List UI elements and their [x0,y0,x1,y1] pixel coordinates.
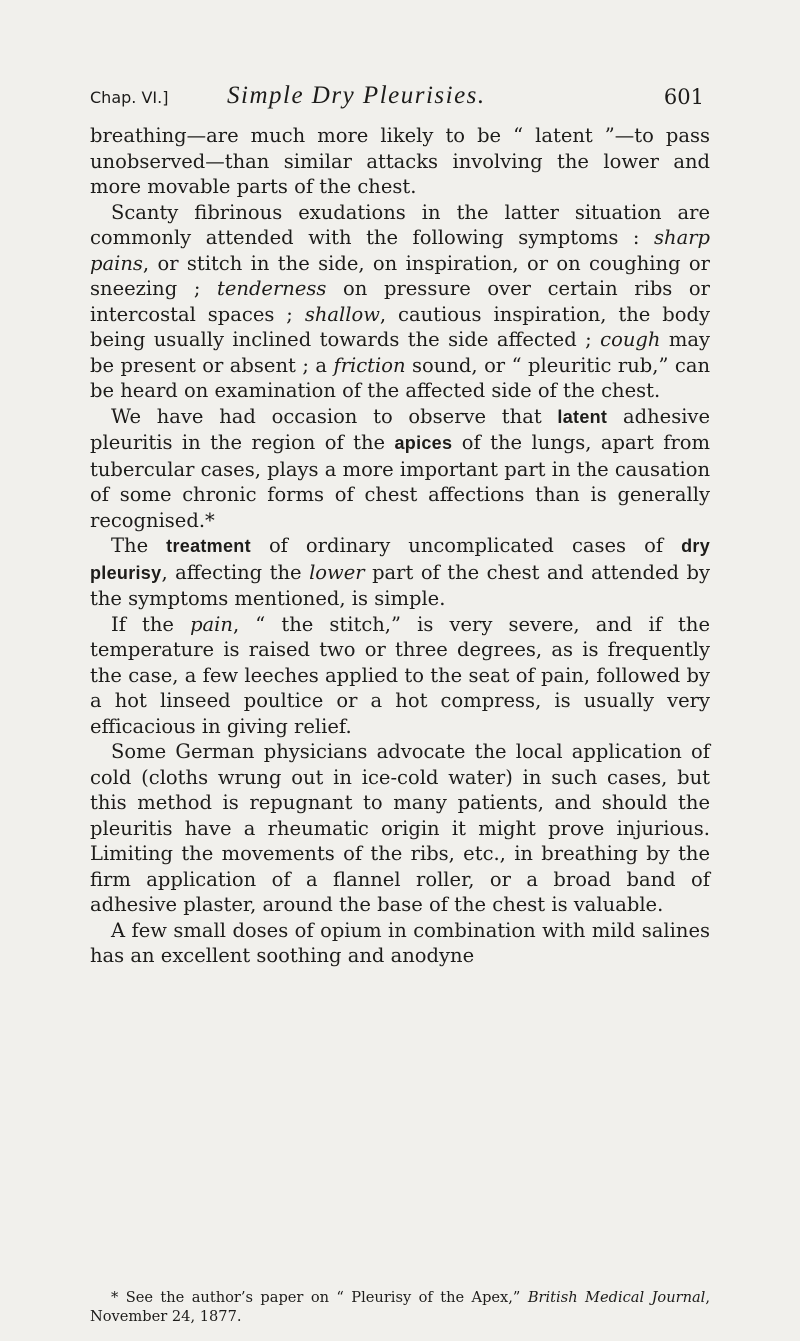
emphasis: cough [600,328,661,351]
bold-term: treatment [166,536,251,556]
emphasis: friction [333,353,406,377]
journal-title: British Medical Journal [527,1289,706,1306]
emphasis: sharp pains [90,226,711,275]
text-run: sound, or “ pleuritic rub,” can be heard on examination of the affected side of the chest. [90,353,711,402]
emphasis: pain [190,612,233,636]
paragraph [90,612,710,740]
text-run: , or stitch in the side, on inspiration, or on coughing or sneezing ; [90,251,710,300]
chapter-label: Chap. VI.] [90,88,169,107]
text-run: , “ the stitch,” is very severe, and if the temperature is raised two or three degrees, as is frequently the case, a few leeches applied to the seat of pain, followed by a hot linseed poultice or a hot compress, is usually very efficacious in giving relief. [90,612,710,738]
paragraph: breathing—are much more likely to be “ latent ”—to pass unobserved—than similar attacks involving the lower and more movable parts of the chest. [90,124,710,198]
bold-term: apices [394,433,453,453]
text-run: , November 24, 1877. [90,1289,710,1325]
paragraph [90,404,710,534]
text-run: The [111,534,149,557]
emphasis: lower [309,560,365,584]
text-run: of the lungs, apart from tubercular cases, plays a more important part in the causation of some chronic forms of chest affections than is generally recognised.* [90,431,710,532]
bold-term: latent [557,406,608,427]
paragraph: Some German physicians advocate the local application of cold (cloths wrung out in ice-cold water) in such cases, but this method is repugnant to many patients, and should the pleuritis have a rheumatic origin it might prove injurious. Limiting the movements of the ribs, etc., in breathing by the firm application of a flannel roller, or a broad band of adhesive plaster, around the base of the chest is valuable. [90,740,710,916]
text-run: , cautious inspiration, the body being usually inclined towards the side affected ; [90,302,710,351]
text-run: of ordinary uncomplicated cases of [268,534,664,557]
paragraph [90,533,710,612]
text-run: adhesive pleuritis in the region of the [90,404,710,454]
text-run: If the [111,612,174,636]
text-run: Scanty fibrinous exudations in the latter situation are commonly attended with the following symptoms : [90,200,710,249]
paragraph: A few small doses of opium in combination with mild salines has an excellent soothing and anodyne [90,918,710,967]
emphasis: tenderness [217,277,327,300]
text-run: may be present or absent ; a [90,328,711,377]
paragraph [90,200,710,404]
text-run: on pressure over certain ribs or intercostal spaces ; [90,277,710,326]
footnote [90,1289,710,1326]
text-run: * See the author’s paper on “ Pleurisy of the Apex,” [111,1289,521,1306]
text-run: We have had occasion to observe that [111,404,542,428]
bold-term: dry pleurisy [90,536,711,583]
emphasis: shallow [304,302,380,326]
text-run: , affecting the [161,560,302,584]
body-text [90,123,710,969]
text-run: part of the chest and attended by the symptoms mentioned, is simple. [90,560,711,610]
running-title: Simple Dry Pleurisies. [227,82,486,109]
running-header [90,82,706,114]
page-number: 601 [663,85,704,109]
